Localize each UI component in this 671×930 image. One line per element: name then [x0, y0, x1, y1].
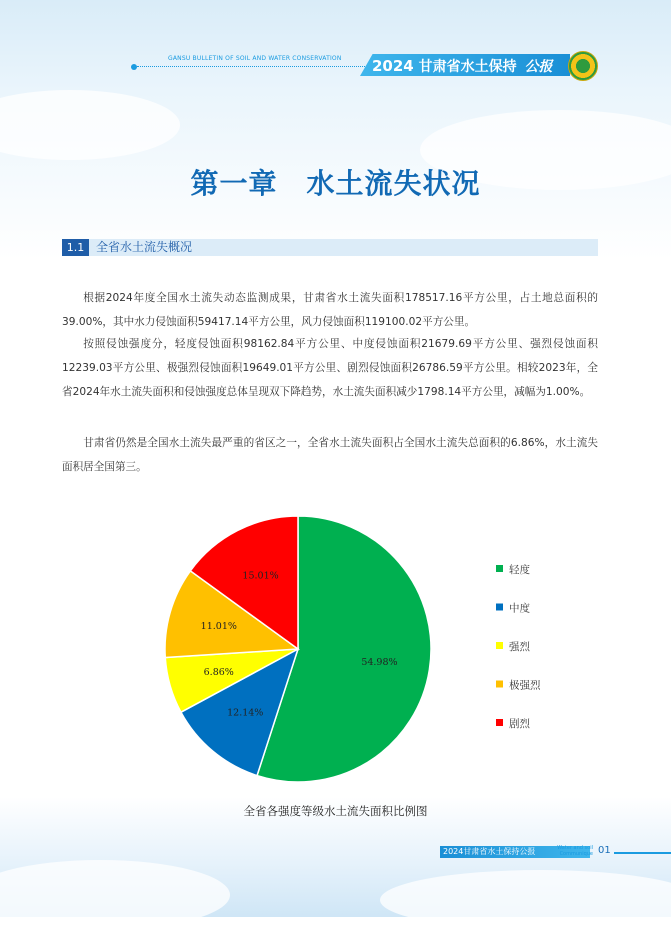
pie-data-label-5: 15.01% — [242, 570, 279, 582]
paragraph-3-text: 甘肃省仍然是全国水土流失最严重的省区之一，全省水土流失面积占全国水土流失总面积的6.86%，水土流失面积居全国第三。 — [62, 437, 598, 473]
pie-chart-svg — [116, 508, 548, 792]
legend-label-3: 强烈 — [509, 641, 530, 653]
pie-data-label-3: 6.86% — [203, 666, 234, 678]
pie-data-label-2: 12.14% — [227, 707, 264, 719]
footer-line — [614, 852, 671, 854]
legend-label-2: 中度 — [509, 602, 530, 615]
header-title-text: 甘肃省水土保持 — [418, 59, 517, 75]
footer-english — [557, 845, 593, 857]
section-number: 1.1 — [62, 239, 89, 256]
chapter-title: 第一章 水土流失状况 — [190, 167, 481, 200]
footer-english-line-2: Communique — [559, 851, 593, 857]
legend-label-5: 剧烈 — [509, 718, 530, 730]
header-dotted-line — [137, 66, 365, 67]
emblem-icon — [568, 51, 598, 81]
cloud-decoration — [380, 870, 671, 930]
section-title: 全省水土流失概况 — [96, 240, 193, 254]
legend-swatch-3 — [496, 642, 503, 649]
paragraph-1 — [62, 286, 598, 334]
legend-swatch-4 — [496, 681, 503, 688]
cloud-decoration — [0, 860, 230, 930]
footer-english-line-1: Water and soil — [557, 845, 593, 851]
pie-chart — [116, 508, 548, 792]
paragraph-2 — [62, 332, 598, 404]
legend-swatch-1 — [496, 565, 503, 572]
header-gongbao: 公报 — [524, 59, 553, 75]
legend-swatch-5 — [496, 719, 503, 726]
legend-swatch-2 — [496, 604, 503, 611]
pie-data-label-1: 54.98% — [361, 656, 398, 668]
paragraph-1-text: 根据2024年度全国水土流失动态监测成果，甘肃省水土流失面积178517.16平方公里，占土地总面积的39.00%，其中水力侵蚀面积59417.14平方公里，风力侵蚀面积119100.02平方公里。 — [62, 292, 598, 328]
legend-label-4: 极强烈 — [509, 679, 541, 692]
pie-data-label-4: 11.01% — [200, 621, 237, 633]
paragraph-2-text: 按照侵蚀强度分，轻度侵蚀面积98162.84平方公里、中度侵蚀面积21679.69平方公里、强烈侵蚀面积12239.03平方公里、极强烈侵蚀面积19649.01平方公里、剧烈侵蚀面积26786.59平方公里。相较2023年，全省2024年水土流失面积和侵蚀强度总体呈现双下降趋势，水土流失面积减少1798.14平方公里，减幅为1.00%。 — [62, 338, 598, 398]
chart-caption: 全省各强度等级水土流失面积比例图 — [243, 804, 428, 818]
header-title — [372, 56, 553, 76]
legend-label-1: 轻度 — [509, 564, 530, 576]
footer-title: 2024甘肃省水土保持公报 — [443, 847, 536, 856]
header-year: 2024 — [372, 57, 414, 75]
page-number: 01 — [598, 845, 611, 856]
paragraph-3 — [62, 431, 598, 479]
header-dot — [131, 64, 137, 70]
header-english-title: GANSU BULLETIN OF SOIL AND WATER CONSERVATION — [168, 55, 342, 62]
